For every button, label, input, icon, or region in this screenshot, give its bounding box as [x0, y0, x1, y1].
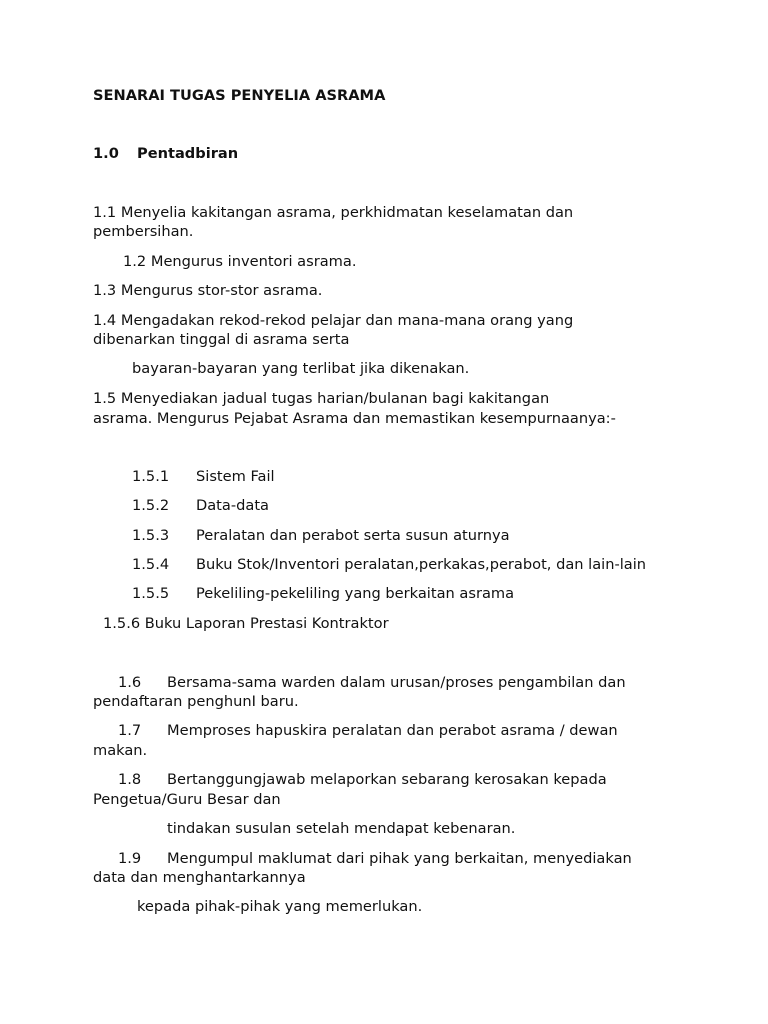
item-1-4-line-1: 1.4 Mengadakan rekod-rekod pelajar dan mana-mana orang yang	[93, 312, 574, 329]
item-1-7-line-2: makan.	[93, 742, 148, 759]
sub-item-1-5-3	[132, 526, 510, 546]
sub-item-1-5-1	[132, 467, 275, 487]
sub-item-1-5-5	[132, 584, 514, 604]
item-1-2: 1.2 Mengurus inventori asrama.	[123, 253, 357, 270]
sub-item-1-5-2	[132, 496, 269, 516]
sub-item-number: 1.5.2	[132, 497, 170, 514]
item-1-5-line-1: 1.5 Menyediakan jadual tugas harian/bulanan bagi kakitangan	[93, 390, 550, 407]
item-1-8-line-2: Pengetua/Guru Besar dan	[93, 791, 281, 808]
item-1-6-line-1	[118, 673, 626, 693]
sub-item-number: 1.5.1	[132, 468, 170, 485]
section-heading-text: Pentadbiran	[137, 145, 239, 162]
sub-item-number: 1.5.5	[132, 585, 170, 602]
item-1-9-line-3: kepada pihak-pihak yang memerlukan.	[137, 898, 423, 915]
item-1-8-line-3: tindakan susulan setelah mendapat kebenaran.	[167, 820, 516, 837]
item-1-9-line-2: data dan menghantarkannya	[93, 869, 306, 886]
item-1-3: 1.3 Mengurus stor-stor asrama.	[93, 282, 323, 299]
sub-item-text: Pekeliling-pekeliling yang berkaitan asrama	[196, 585, 515, 602]
item-1-4-line-2: dibenarkan tinggal di asrama serta	[93, 331, 350, 348]
sub-item-number: 1.5.3	[132, 527, 170, 544]
sub-item-text: Sistem Fail	[196, 468, 275, 485]
item-number: 1.6	[118, 674, 142, 691]
item-text: Bertanggungjawab melaporkan sebarang kerosakan kepada	[167, 771, 607, 788]
item-number: 1.7	[118, 722, 142, 739]
sub-item-number: 1.5.4	[132, 556, 170, 573]
item-1-5-line-2: asrama. Mengurus Pejabat Asrama dan memastikan kesempurnaanya:-	[93, 410, 616, 427]
document-title: SENARAI TUGAS PENYELIA ASRAMA	[93, 87, 386, 104]
sub-item-1-5-4	[132, 555, 646, 575]
item-1-4-line-3: bayaran-bayaran yang terlibat jika dikenakan.	[132, 360, 470, 377]
section-number: 1.0	[93, 145, 119, 162]
sub-item-1-5-6: 1.5.6 Buku Laporan Prestasi Kontraktor	[103, 615, 389, 632]
item-number: 1.9	[118, 850, 142, 867]
section-heading	[93, 144, 238, 164]
item-number: 1.8	[118, 771, 142, 788]
item-1-1-line-2: pembersihan.	[93, 223, 194, 240]
sub-item-text: Peralatan dan perabot serta susun aturnya	[196, 527, 510, 544]
item-text: Mengumpul maklumat dari pihak yang berkaitan, menyediakan	[167, 850, 632, 867]
item-1-8-line-1	[118, 770, 607, 790]
item-text: Memproses hapuskira peralatan dan perabot asrama / dewan	[167, 722, 618, 739]
item-1-6-line-2: pendaftaran penghunI baru.	[93, 693, 299, 710]
item-1-7-line-1	[118, 721, 618, 741]
item-1-9-line-1	[118, 849, 632, 869]
sub-item-text: Data-data	[196, 497, 269, 514]
sub-item-text: Buku Stok/Inventori peralatan,perkakas,perabot, dan lain-lain	[196, 556, 647, 573]
item-1-1-line-1: 1.1 Menyelia kakitangan asrama, perkhidmatan keselamatan dan	[93, 204, 574, 221]
item-text: Bersama-sama warden dalam urusan/proses pengambilan dan	[167, 674, 626, 691]
